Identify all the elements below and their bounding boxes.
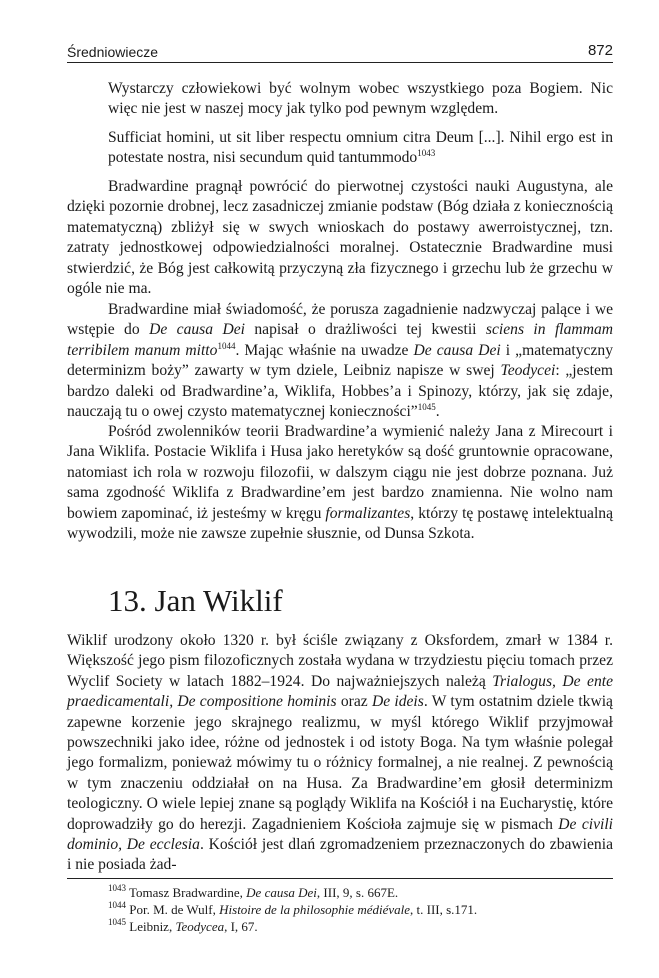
book-title: Teodycei	[500, 362, 556, 380]
book-title: De ideis	[371, 693, 424, 711]
body-paragraph-3: Pośród zwolenników teorii Bradwardine’a wymienić należy Jana z Mirecourt i Jana Wiklifa. Postacie Wiklifa i Husa jako heretyków są dość gruntownie opracowane, natomiast ich rola w rozwoju filozofii, w dalszym ciągu nie jest dobrze poznana. Już sama zgodność Wiklifa z Bradwardine’em jest bardzo znamienna. Nie wolno nam bowiem zapominać, iż jesteśmy w kręgu formalizantes, którzy tę postawę intelektualną wywodzili, może nie zawsze zupełnie słusznie, od Dunsa Szkota.	[67, 423, 614, 543]
book-titles: Trialogus, De ente praedicamentali, De compositione hominis	[67, 672, 613, 711]
latin-phrase: sciens in flammam terribilem manum mitto	[67, 321, 614, 359]
footnote-divider	[67, 878, 613, 879]
section-heading: 13. Jan Wiklif	[108, 583, 283, 618]
book-titles: De civili dominio, De ecclesia	[67, 815, 613, 854]
footnote-ref: 1043	[417, 148, 436, 159]
body-paragraph-1: Bradwardine pragnął powrócić do pierwotnej czystości nauki Augustyna, ale dzięki pozornie drobnej, lecz zasadniczej zmianie podstaw (Bóg działa z koniecznością matematyczną) zbliżył się w swych wnioskach do postawy awerroistycznej, tzn. zatraty jednostkowej odpowiedzialności moralnej. Ostatecznie Bradwardine musi stwierdzić, że Bóg jest całkowitą przyczyną zła fizycznego i grzechu lub że grzechu w ogóle nie ma.	[67, 178, 613, 298]
footnote: $^{1043}$ Tomasz Bradwardine, De causa Dei, III, 9, s. 667E.	[108, 883, 399, 900]
book-title: De causa Dei	[413, 341, 501, 359]
footnote-ref: 1044	[217, 340, 236, 351]
block-quote-latin: Sufficiat homini, ut sit liber respectu omnium citra Deum [...]. Nihil ergo est in potestate nostra, nisi secundum quid tantummodo$^{1043}$	[108, 129, 613, 167]
book-title: De causa Dei	[149, 321, 245, 339]
page-number: 872	[587, 42, 613, 59]
body-paragraph-2: Bradwardine miał świadomość, że porusza zagadnienie nadzwyczaj palące i we wstępie do De causa Dei napisał o drażliwości tej kwestii sciens in flammam terribilem manum mitto$^{1044}$. Mając właśnie na uwadze De causa Dei i „matematyczny determinizm boży” zawarty w tym dziele, Leibniz napisze w swej Teodycei: „jestem bardzo daleki od Bradwardine’a, Wiklifa, Hobbes’a i Spinozy, którzy, jak się zdaje, nauczają tu o owej czysto matematycznej konieczności”$^{1045}$.	[67, 301, 614, 421]
body-paragraph-4: Wiklif urodzony około 1320 r. był ściśle związany z Oksfordem, zmarł w 1384 r. Większość jego pism filozoficznych została wydana w trzydziestu pięciu tomach przez Wyclif Society w latach 1882–1924. Do najważniejszych należą Trialogus, De ente praedicamentali, De compositione hominis oraz De ideis. W tym ostatnim dziele tkwią zapewne korzenie jego skrajnego realizmu, w myśl którego Wiklif przyjmował powszechniki jako idee, różne od jednostek i od istoty Boga. Na tym właśnie polegał jego formalizm, ponieważ mówimy tu o różnicy formalnej, a nie realnej. Z pewnością w tym znaczeniu oddziałał on na Husa. Za Bradwardine’em głosił determinizm teologiczny. O wiele lepiej znane są poglądy Wiklifa na Kościół i na Eucharystię, które doprowadziły go do herezji. Zagadnieniem Kościoła zajmuje się w pismach De civili dominio, De ecclesia. Kościół jest dlań zgromadzeniem przeznaczonych do zbawienia i nie posiada żad-	[67, 632, 613, 874]
term: formalizantes	[325, 504, 411, 522]
footnote: $^{1045}$ Leibniz, Teodycea, I, 67.	[108, 917, 258, 934]
footnote-ref: 1045	[417, 402, 436, 413]
footnotes	[108, 884, 477, 935]
running-header	[67, 40, 613, 63]
section-title: Średniowiecze	[67, 44, 159, 60]
footnote: $^{1044}$ Por. M. de Wulf, Histoire de la philosophie médiévale, t. III, s.171.	[108, 900, 478, 917]
block-quote-polish: Wystarczy człowiekowi być wolnym wobec wszystkiego poza Bogiem. Nic więc nie jest w naszej mocy jak tylko pod pewnym względem.	[108, 80, 613, 118]
